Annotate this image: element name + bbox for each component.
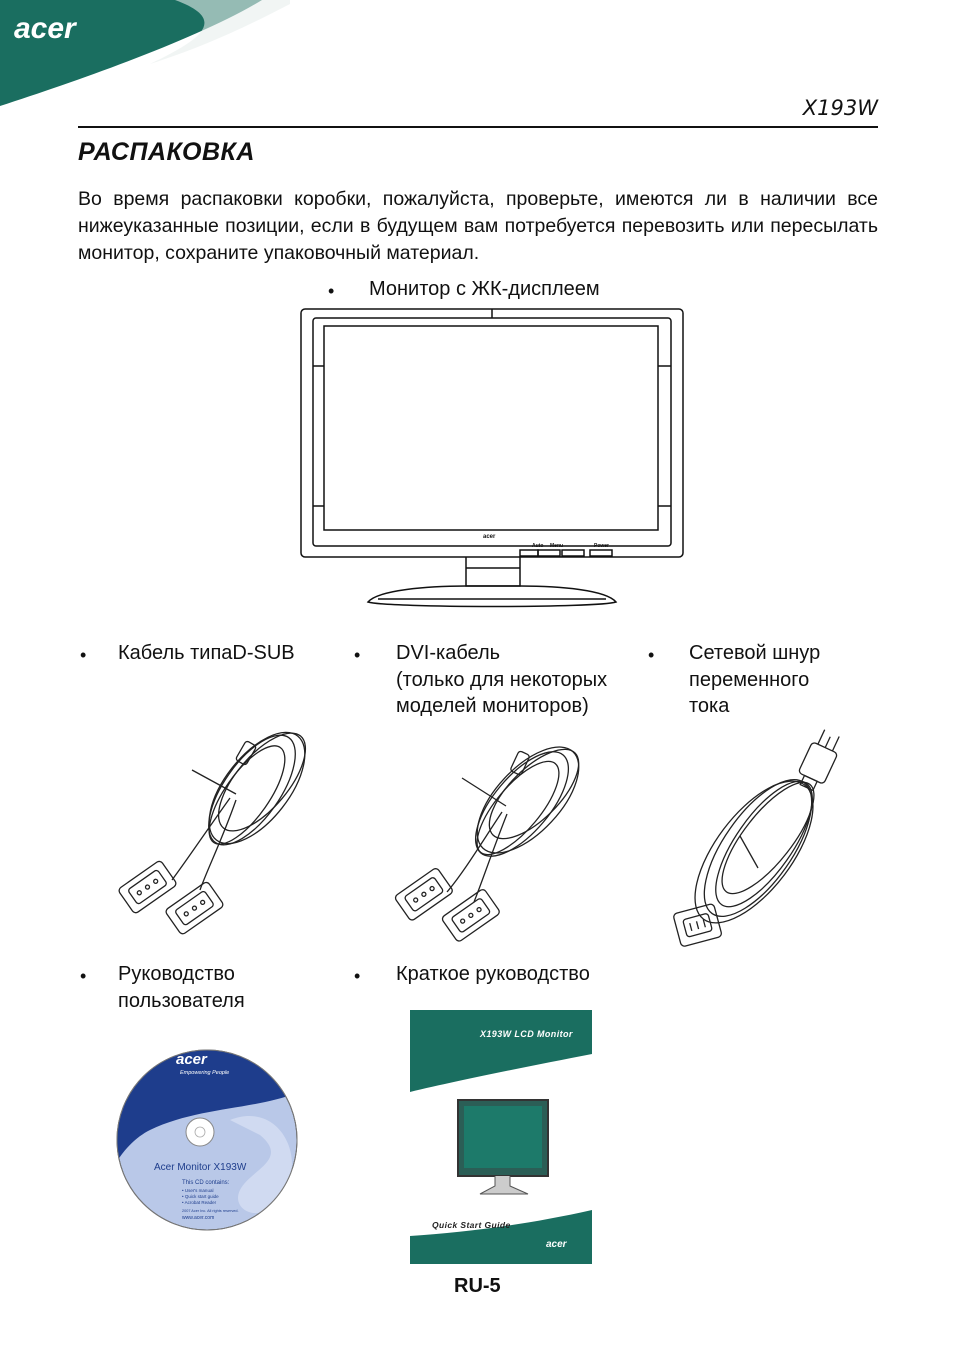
dsub-cable-illustration bbox=[112, 720, 332, 940]
item-manual-label bbox=[118, 961, 245, 1014]
cd-copyright: 2007 Acer Inc. All rights reserved. bbox=[182, 1209, 239, 1213]
item-manual-line2: пользователя bbox=[118, 989, 245, 1012]
item-power-line2: переменного bbox=[689, 668, 810, 691]
dvi-cable-illustration bbox=[392, 732, 592, 944]
bullet: • bbox=[80, 645, 87, 665]
qsg-brand: acer bbox=[546, 1239, 567, 1250]
cd-brand: acer bbox=[176, 1051, 207, 1068]
item-power-line3: тока bbox=[689, 695, 730, 717]
cd-title: Acer Monitor X193W bbox=[154, 1162, 247, 1173]
qsg-footer: Quick Start Guide bbox=[432, 1220, 511, 1230]
item-dvi-line1: DVI-кабель bbox=[396, 642, 501, 664]
header-rule bbox=[78, 126, 878, 128]
acer-logo: acer bbox=[14, 12, 76, 45]
item-monitor-label: Монитор с ЖК-дисплеем bbox=[369, 278, 600, 300]
monitor-button-menu: Menu bbox=[550, 543, 564, 549]
model-name: X193W bbox=[802, 96, 878, 120]
intro-paragraph: Во время распаковки коробки, пожалуйста, проверьте, имеются ли в наличии все нижеуказанные позиции, если в будущем вам потребуется перевозить или пересылать монитор, сохраните упаковочный материал. bbox=[78, 188, 878, 264]
qsg-booklet-illustration bbox=[410, 1010, 592, 1264]
monitor-bezel-logo: acer bbox=[483, 534, 496, 540]
item-dvi-line3: моделей мониторов) bbox=[396, 695, 589, 717]
section-title: РАСПАКОВКА bbox=[78, 138, 255, 166]
monitor-illustration bbox=[298, 306, 688, 612]
item-dvi-label bbox=[396, 640, 607, 720]
item-power-label bbox=[689, 640, 820, 720]
bullet: • bbox=[354, 645, 361, 665]
item-qsg-label: Краткое руководство bbox=[396, 963, 590, 985]
item-manual-line1: Руководство bbox=[118, 963, 235, 985]
cd-contains-heading: This CD contains: bbox=[182, 1180, 230, 1186]
cd-tagline: Empowering People bbox=[180, 1070, 230, 1076]
bullet: • bbox=[80, 966, 87, 986]
cd-illustration bbox=[110, 1040, 304, 1236]
cd-content-item: • User's manual bbox=[182, 1188, 214, 1193]
item-power-line1: Сетевой шнур bbox=[689, 642, 821, 664]
bullet: • bbox=[648, 645, 655, 665]
item-dvi-line2: (только для некоторых bbox=[396, 668, 608, 691]
header-banner bbox=[0, 0, 290, 110]
bullet: • bbox=[328, 281, 335, 301]
cd-content-item: • Acrobat Reader bbox=[182, 1200, 217, 1205]
item-dsub-label: Кабель типаD-SUB bbox=[118, 642, 295, 664]
bullet: • bbox=[354, 966, 361, 986]
monitor-button-power: Power bbox=[594, 543, 610, 549]
power-cord-illustration bbox=[668, 718, 864, 948]
cd-content-item: • Quick start guide bbox=[182, 1194, 219, 1199]
monitor-button-auto: Auto bbox=[532, 543, 544, 549]
cd-url: www.acer.com bbox=[182, 1215, 215, 1221]
qsg-header: X193W LCD Monitor bbox=[480, 1029, 573, 1039]
page-number: RU-5 bbox=[454, 1275, 501, 1297]
